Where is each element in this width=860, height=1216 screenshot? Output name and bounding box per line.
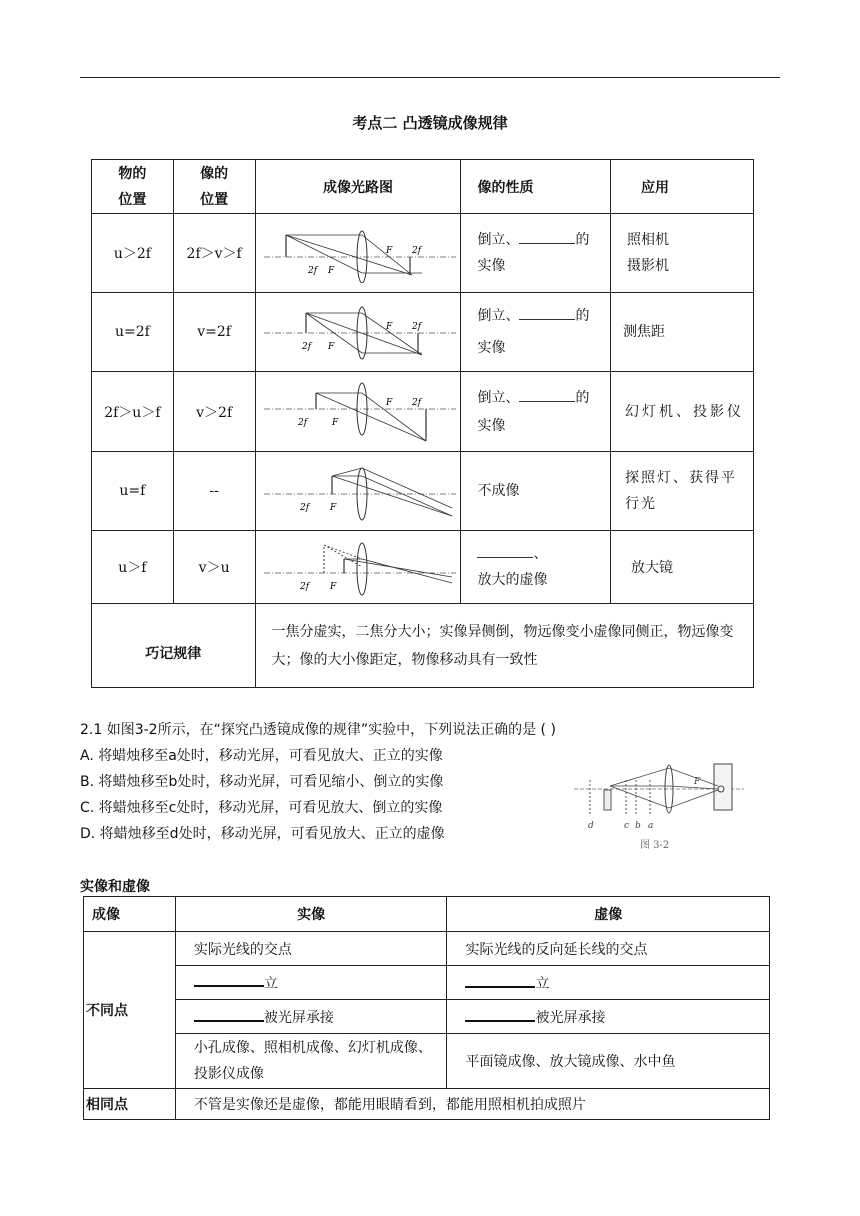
question-stem: 2.1 如图3-2所示，在“探究凸透镜成像的规律”实验中，下列说法正确的是 ( ): [80, 722, 556, 738]
figure-caption: 图 3-2: [640, 840, 670, 851]
application: 探照灯、获得平行光: [611, 452, 754, 531]
application: 测焦距: [611, 293, 754, 372]
object-position: u＞f: [92, 531, 174, 604]
rule-text: 一焦分虚实，二焦分大小；实像异侧倒，物远像变小虚像同侧正，物远像变大；像的大小像距定，物像移动具有一致性: [255, 604, 754, 688]
answer-blank[interactable]: [477, 543, 533, 558]
answer-blank[interactable]: [194, 1008, 264, 1022]
real-cell: 被光屏承接: [175, 1000, 447, 1034]
table-row: [84, 1000, 770, 1034]
application: 照相机 摄影机: [611, 214, 754, 293]
table-row: [92, 372, 754, 452]
image-nature: 不成像: [461, 452, 611, 531]
ray-diagram: [255, 293, 461, 372]
label-f: F: [385, 397, 392, 408]
table-row: [92, 452, 754, 531]
label-2f: 2f: [299, 582, 309, 592]
label-2f: 2f: [411, 397, 421, 408]
label-2f: 2f: [307, 266, 317, 276]
answer-blank[interactable]: [519, 229, 575, 244]
label-2f: 2f: [411, 246, 421, 256]
page-title: 考点二 凸透镜成像规律: [352, 114, 508, 132]
rule-row: [92, 604, 754, 688]
header-object-position: 物的位置: [92, 160, 174, 214]
object-position: u=f: [92, 452, 174, 531]
table-row: [92, 214, 754, 293]
option-d[interactable]: D. 将蜡烛移至d处时，移动光屏，可看见放大、正立的虚像: [80, 826, 445, 842]
image-nature: 倒立、 的 实像: [461, 372, 611, 452]
same-label: 相同点: [84, 1089, 176, 1120]
label-f: F: [327, 342, 334, 352]
answer-blank[interactable]: [194, 973, 264, 987]
label-2f: 2f: [299, 503, 309, 513]
image-position: 2f＞v＞f: [173, 214, 255, 293]
real-cell: 立: [175, 966, 447, 1000]
real-virtual-table: [83, 896, 770, 1120]
header-image-nature: 像的性质: [461, 160, 611, 214]
table-row: [84, 1034, 770, 1089]
image-position: --: [173, 452, 255, 531]
option-b[interactable]: B. 将蜡烛移至b处时，移动光屏，可看见缩小、倒立的实像: [80, 774, 444, 790]
image-position: v=2f: [173, 293, 255, 372]
label-f: F: [329, 503, 336, 513]
label-2f: 2f: [297, 417, 307, 428]
object-position: u=2f: [92, 293, 174, 372]
label-d: d: [588, 821, 594, 831]
virtual-cell: 平面镜成像、放大镜成像、水中鱼: [447, 1034, 770, 1089]
label-focus: F: [694, 777, 701, 787]
rule-label: 巧记规律: [92, 604, 256, 688]
header-ray-diagram: 成像光路图: [255, 160, 461, 214]
header-rule: [80, 77, 780, 78]
real-cell: 实际光线的交点: [175, 932, 447, 966]
ray-diagram: [255, 452, 461, 531]
image-position: v＞2f: [173, 372, 255, 452]
table-header-row: [84, 897, 770, 932]
label-2f: 2f: [301, 342, 311, 352]
object-position: 2f＞u＞f: [92, 372, 174, 452]
imaging-rules-table: [91, 159, 754, 688]
image-nature: 倒立、 的 实像: [461, 293, 611, 372]
answer-blank[interactable]: [519, 387, 575, 402]
answer-blank[interactable]: [465, 974, 535, 988]
virtual-cell: 实际光线的反向延长线的交点: [447, 932, 770, 966]
table-header-row: [92, 160, 754, 214]
label-f: F: [327, 266, 334, 276]
label-2f: 2f: [411, 322, 421, 332]
label-a: a: [648, 821, 654, 831]
answer-blank[interactable]: [519, 305, 575, 320]
header-real: 实像: [175, 897, 447, 932]
virtual-cell: 被光屏承接: [447, 1000, 770, 1034]
ray-diagram: [255, 531, 461, 604]
label-f: F: [329, 582, 336, 592]
virtual-cell: 立: [447, 966, 770, 1000]
image-nature: 倒立、 的 实像: [461, 214, 611, 293]
section-title: 实像和虚像: [80, 879, 150, 895]
diff-label: 不同点: [84, 932, 176, 1089]
table-row: [92, 293, 754, 372]
table-row: [84, 966, 770, 1000]
image-position: v＞u: [173, 531, 255, 604]
label-b: b: [635, 821, 641, 831]
header-imaging: 成像: [84, 897, 176, 932]
lens-experiment-figure: [574, 756, 744, 852]
same-text: 不管是实像还是虚像，都能用眼睛看到，都能用照相机拍成照片: [175, 1089, 769, 1120]
answer-blank[interactable]: [465, 1008, 535, 1022]
label-f: F: [331, 417, 338, 428]
image-nature: 、 放大的虚像: [461, 531, 611, 604]
label-f: F: [385, 322, 392, 332]
header-image-position: 像的位置: [173, 160, 255, 214]
option-c[interactable]: C. 将蜡烛移至c处时，移动光屏，可看见放大、倒立的实像: [80, 800, 443, 816]
application: 放大镜: [611, 531, 754, 604]
header-virtual: 虚像: [447, 897, 770, 932]
table-row: [92, 531, 754, 604]
ray-diagram: [255, 214, 461, 293]
table-row: [84, 1089, 770, 1120]
application: 幻灯机、投影仪: [611, 372, 754, 452]
real-cell: 小孔成像、照相机成像、幻灯机成像、投影仪成像: [175, 1034, 447, 1089]
object-position: u＞2f: [92, 214, 174, 293]
table-row: [84, 932, 770, 966]
label-c: c: [624, 821, 630, 831]
header-application: 应用: [611, 160, 754, 214]
label-f: F: [385, 246, 392, 256]
ray-diagram: [255, 372, 461, 452]
option-a[interactable]: A. 将蜡烛移至a处时，移动光屏，可看见放大、正立的实像: [80, 748, 443, 764]
